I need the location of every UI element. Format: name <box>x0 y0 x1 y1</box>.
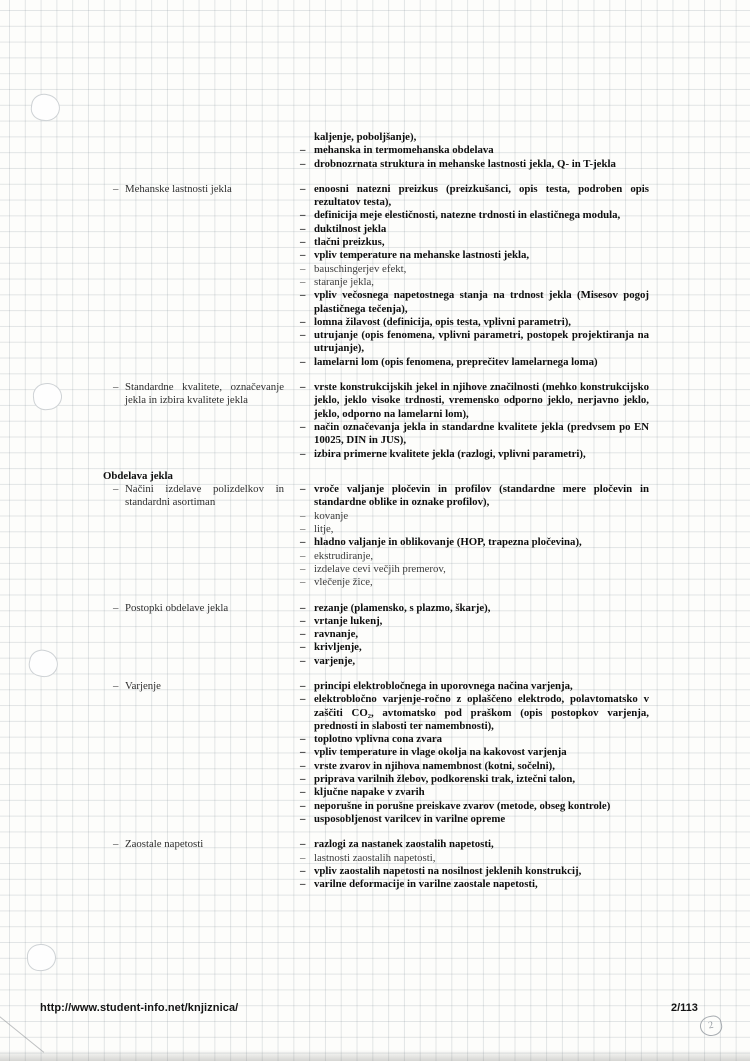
dash-bullet: – <box>300 483 306 496</box>
topic-item: – ekstrudiranje, <box>300 549 374 562</box>
section-label-column <box>103 483 300 589</box>
dash-bullet: – <box>300 693 306 706</box>
section-label: – Mehanske lastnosti jekla <box>113 182 232 195</box>
dash-bullet: – <box>300 851 306 864</box>
topic-item: – vpliv temperature na mehanske lastnosti jekla, <box>300 249 530 262</box>
dash-bullet: – <box>300 381 306 394</box>
topic-item: – duktilnost jekla <box>300 222 387 235</box>
dash-bullet: – <box>300 222 306 235</box>
dash-bullet: – <box>300 576 306 589</box>
topic-item: – toplotno vplivna cona zvara <box>300 733 443 746</box>
topic-item: kaljenje, poboljšanje), <box>314 131 417 143</box>
dash-bullet: – <box>113 601 119 614</box>
dash-bullet: – <box>300 601 306 614</box>
topic-item: – razlogi za nastanek zaostalih napetosti, <box>300 838 494 851</box>
dash-bullet: – <box>300 628 306 641</box>
topic-item: – tlačni preizkus, <box>300 236 385 249</box>
topic-item: – varilne deformacije in varilne zaostale napetosti, <box>300 878 538 891</box>
scan-bottom-edge-shadow <box>0 1050 750 1061</box>
dash-bullet: – <box>113 483 119 496</box>
dash-bullet: – <box>300 329 306 342</box>
section-label-column <box>103 131 300 171</box>
topic-item: – način označevanja jekla in standardne kvalitete jekla (predvsem po EN 10025, DIN in JUS), <box>300 420 649 447</box>
topic-item: – izdelave cevi večjih premerov, <box>300 562 446 575</box>
topic-item: – mehanska in termomehanska obdelava <box>300 144 494 157</box>
document-sections <box>103 131 649 891</box>
dash-bullet: – <box>300 786 306 799</box>
topic-item: – principi elektrobločnega in uporovnega načina varjenja, <box>300 679 573 692</box>
topic-item: – izbira primerne kvalitete jekla (razlogi, vplivni parametri), <box>300 447 586 460</box>
topic-item: – vrste konstrukcijskih jekel in njihove značilnosti (mehko konstrukcijsko jeklo, jeklo visoke trdnosti, vremensko odporno jeklo, nerjavno jeklo, jeklo, odporno na lamelarni lom), <box>300 381 649 420</box>
dash-bullet: – <box>113 381 119 394</box>
topic-item: – vpliv zaostalih napetosti na nosilnost jeklenih konstrukcij, <box>300 864 582 877</box>
dash-bullet: – <box>300 420 306 433</box>
dash-bullet: – <box>300 275 306 288</box>
dash-bullet: – <box>113 182 119 195</box>
dash-bullet: – <box>300 249 306 262</box>
section-label-column <box>103 680 300 826</box>
topic-item: – kovanje <box>300 509 349 522</box>
dash-bullet: – <box>300 812 306 825</box>
footer-url: http://www.student-info.net/knjiznica/ <box>40 1002 239 1014</box>
content-section <box>103 183 649 369</box>
topic-item: – drobnozrnata struktura in mehanske lastnosti jekla, Q- in T-jekla <box>300 157 616 170</box>
dash-bullet: – <box>300 773 306 786</box>
topic-item: – staranje jekla, <box>300 275 374 288</box>
topic-item: – lamelarni lom (opis fenomena, preprečitev lamelarnega loma) <box>300 355 598 368</box>
topic-list <box>300 381 649 461</box>
topic-item: – vrste zvarov in njihova namembnost (kotni, sočelni), <box>300 759 555 772</box>
content-section <box>103 838 649 891</box>
topic-item: – vpliv temperature in vlage okolja na kakovost varjenja <box>300 746 567 759</box>
hole-punch-mark <box>26 943 57 972</box>
topic-item: – rezanje (plamensko, s plazmo, škarje), <box>300 601 491 614</box>
content-section <box>103 381 649 461</box>
topic-item: – vrtanje lukenj, <box>300 614 383 627</box>
dash-bullet: – <box>300 355 306 368</box>
dash-bullet: – <box>113 679 119 692</box>
dash-bullet: – <box>300 641 306 654</box>
topic-item: – hladno valjanje in oblikovanje (HOP, trapezna pločevina), <box>300 536 582 549</box>
topic-item: – ključne napake v zvarih <box>300 786 425 799</box>
topic-item: – vlečenje žice, <box>300 576 373 589</box>
dash-bullet: – <box>300 679 306 692</box>
hole-punch-mark <box>32 382 64 412</box>
dash-bullet: – <box>300 289 306 302</box>
topic-item: – elektrobločno varjenje-ročno z oplaščeno elektrodo, polavtomatsko v zaščiti CO₂, avtomatsko pod praškom (opis postopkov varjenja, prednosti in slabosti ter namembnosti), <box>300 693 649 732</box>
topic-item: – lomna žilavost (definicija, opis testa, vplivni parametri), <box>300 315 572 328</box>
dash-bullet: – <box>300 144 306 157</box>
topic-item: – krivljenje, <box>300 641 362 654</box>
dash-bullet: – <box>300 864 306 877</box>
topic-item: – bauschingerjev efekt, <box>300 262 407 275</box>
hole-punch-mark <box>27 647 61 679</box>
content-section <box>103 483 649 589</box>
topic-list <box>300 680 649 826</box>
topic-item: – varjenje, <box>300 654 356 667</box>
section-label-column <box>103 183 300 369</box>
dash-bullet: – <box>300 733 306 746</box>
dash-bullet: – <box>300 182 306 195</box>
topic-item: – usposobljenost varilcev in varilne opreme <box>300 812 506 825</box>
topic-list <box>300 131 649 171</box>
section-label-column <box>103 381 300 461</box>
dash-bullet: – <box>300 157 306 170</box>
topic-item: – priprava varilnih žlebov, podkorenski trak, iztečni talon, <box>300 773 576 786</box>
topic-item: – neporušne in porušne preiskave zvarov (metode, obseg kontrole) <box>300 799 611 812</box>
dash-bullet: – <box>300 209 306 222</box>
topic-item: – lastnosti zaostalih napetosti, <box>300 851 436 864</box>
section-label: – Zaostale napetosti <box>113 838 204 851</box>
dash-bullet: – <box>300 262 306 275</box>
section-label-column <box>103 602 300 668</box>
page-corner-fold-line <box>0 1013 44 1053</box>
dash-bullet: – <box>300 509 306 522</box>
section-label: – Postopki obdelave jekla <box>113 601 229 614</box>
dash-bullet: – <box>300 315 306 328</box>
topic-item: – enoosni natezni preizkus (preizkušanci, opis testa, podroben opis rezultatov testa), <box>300 182 649 209</box>
page-number: 2/113 <box>671 1002 698 1014</box>
dash-bullet: – <box>300 536 306 549</box>
dash-bullet: – <box>300 654 306 667</box>
dash-bullet: – <box>300 562 306 575</box>
dash-bullet: – <box>300 759 306 772</box>
topic-list <box>300 602 649 668</box>
dash-bullet: – <box>300 523 306 536</box>
dash-bullet: – <box>300 236 306 249</box>
topic-item: – utrujanje (opis fenomena, vplivni parametri, postopek projektiranja na utrujanje), <box>300 329 649 355</box>
handwritten-circled-number: 2 <box>698 1014 724 1038</box>
dash-bullet: – <box>300 838 306 851</box>
dash-bullet: – <box>300 746 306 759</box>
section-label: – Načini izdelave polizdelkov in standardni asortiman <box>113 483 284 509</box>
section-label-column <box>103 838 300 891</box>
topic-list <box>300 183 649 369</box>
topic-item: – definicija meje elestičnosti, natezne trdnosti in elastičnega modula, <box>300 209 621 222</box>
dash-bullet: – <box>300 549 306 562</box>
dash-bullet: – <box>300 878 306 891</box>
content-section <box>103 131 649 171</box>
content-section <box>103 602 649 668</box>
dash-bullet: – <box>300 447 306 460</box>
topic-item: – ravnanje, <box>300 628 359 641</box>
topic-item: – vpliv večosnega napetostnega stanja na trdnost jekla (Misesov pogoj plastičnega tečenja), <box>300 289 649 315</box>
section-label: – Standardne kvalitete, označevanje jekla in izbira kvalitete jekla <box>113 381 284 407</box>
hole-punch-mark <box>29 92 61 123</box>
dash-bullet: – <box>113 838 119 851</box>
dash-bullet: – <box>300 799 306 812</box>
topic-item: – vroče valjanje pločevin in profilov (standardne mere pločevin in standardne oblike in oznake profilov), <box>300 483 649 509</box>
section-label: – Varjenje <box>113 679 161 692</box>
topic-list <box>300 483 649 589</box>
content-section <box>103 680 649 826</box>
topic-list <box>300 838 649 891</box>
topic-item: – litje, <box>300 523 334 536</box>
dash-bullet: – <box>300 614 306 627</box>
section-heading: Obdelava jekla <box>103 469 173 482</box>
